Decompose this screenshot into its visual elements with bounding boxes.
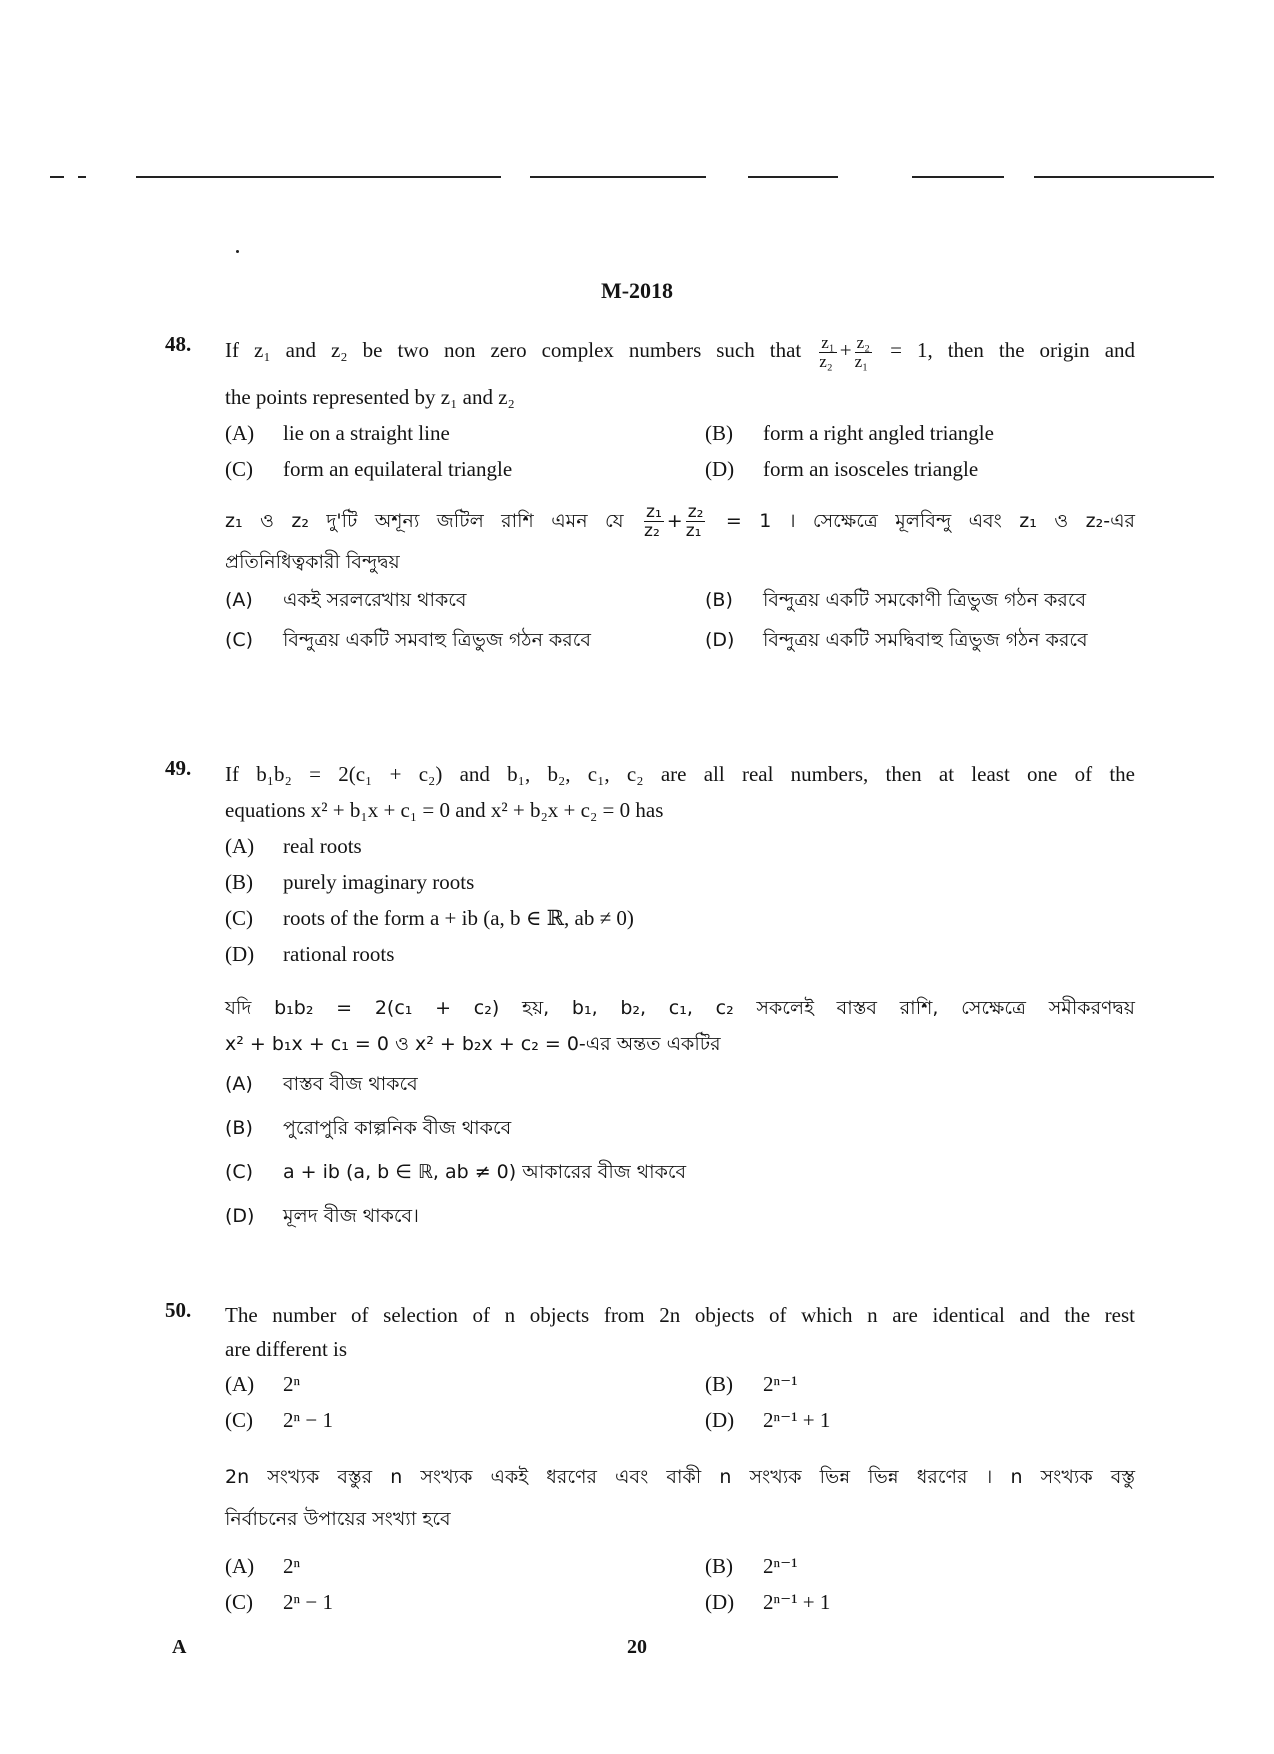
option-text: lie on a straight line [283, 420, 450, 445]
option-c [225, 1150, 1185, 1194]
option-label: (D) [705, 1590, 735, 1614]
top-rule [136, 176, 501, 178]
question-text-en-line2: the points represented by z₁ and z₂ [225, 384, 515, 409]
question-number: 50. [165, 1298, 192, 1322]
option-b [705, 580, 1185, 620]
fraction-z2-over-z1 [855, 334, 872, 371]
options-bn [225, 580, 1135, 660]
option-c [225, 900, 1185, 936]
fraction-z1-over-z2 [819, 334, 836, 371]
option-text: একই সরলরেখায় থাকবে [283, 588, 467, 611]
option-text: roots of the form a + ib (a, b ∈ ℝ, ab ≠ 0) [283, 906, 634, 930]
frac-num: z₂ [856, 332, 871, 352]
top-rule [1034, 176, 1214, 178]
frac-den: z₁ [854, 351, 869, 371]
question-text-bn: 2n সংখ্যক বস্তুর n সংখ্যক একই ধরণের এবং বাকী n সংখ্যক ভিন্ন ভিন্ন ধরণের । n সংখ্যক বস্তু [225, 1466, 1135, 1488]
top-rule [78, 176, 86, 178]
option-text: form an equilateral triangle [283, 456, 513, 481]
question-text-part: z₁ ও z₂ দু'টি অশূন্য জটিল রাশি এমন যে [225, 509, 624, 532]
option-text: 2ⁿ⁻¹ [763, 1372, 798, 1396]
option-label: (C) [225, 628, 254, 651]
option-text: বিন্দুত্রয় একটি সমবাহু ত্রিভুজ গঠন করবে [283, 628, 591, 651]
question-text-en-line2: are different is [225, 1337, 348, 1361]
frac-den: z₂ [819, 351, 833, 371]
option-c [225, 1402, 705, 1438]
option-b [705, 1548, 1185, 1584]
option-text: 2ⁿ [283, 1554, 301, 1578]
plus-sign: + [666, 509, 683, 532]
option-label: (A) [225, 834, 255, 858]
question-text-bn-line2: x² + b₁x + c₁ = 0 ও x² + b₂x + c₂ = 0-এর অন্তত একটির [225, 1033, 721, 1055]
option-text: 2ⁿ − 1 [283, 1408, 333, 1432]
fraction-z1-over-z2 [644, 503, 664, 540]
question-text-bn-line2: নির্বাচনের উপায়ের সংখ্যা হবে [225, 1508, 451, 1530]
options-en [225, 415, 1135, 487]
options-en [225, 828, 1135, 972]
option-d [705, 1402, 1185, 1438]
question-text-part: = 1 । সেক্ষেত্রে মূলবিন্দু এবং z₁ ও z₂-এর [725, 509, 1135, 532]
option-label: (A) [225, 1372, 255, 1396]
question-text-part: = 1, then the origin and [890, 338, 1136, 362]
page-header-code: M-2018 [600, 278, 674, 303]
option-text: real roots [283, 834, 362, 858]
top-rule [748, 176, 838, 178]
frac-num: z₁ [646, 501, 662, 522]
option-label: (D) [705, 1408, 735, 1432]
question-48 [165, 332, 1135, 660]
plus-sign: + [839, 338, 852, 362]
frac-num: z₁ [821, 332, 835, 352]
question-text-bn-line2: প্রতিনিধিত্বকারী বিন্দুদ্বয় [225, 550, 400, 573]
page-number: 20 [627, 1636, 647, 1658]
option-label: (D) [225, 942, 255, 966]
option-label: (D) [705, 456, 735, 481]
option-label: (C) [225, 1590, 253, 1614]
option-label: (A) [225, 1554, 255, 1578]
fraction-z2-over-z1 [686, 503, 706, 540]
top-rule [50, 176, 64, 178]
option-label: (B) [705, 420, 733, 445]
option-text: 2ⁿ⁻¹ + 1 [763, 1590, 831, 1614]
option-c [225, 620, 705, 660]
option-d [705, 620, 1185, 660]
option-label: (C) [225, 1408, 253, 1432]
option-label: (A) [225, 420, 255, 445]
option-text: বিন্দুত্রয় একটি সমকোণী ত্রিভুজ গঠন করবে [763, 588, 1087, 611]
question-text-en: The number of selection of n objects from 2n objects of which n are identical and the rest [225, 1303, 1135, 1327]
option-text: বিন্দুত্রয় একটি সমদ্বিবাহু ত্রিভুজ গঠন করবে [763, 628, 1088, 651]
option-text: form a right angled triangle [763, 420, 994, 445]
option-label: (A) [225, 588, 253, 611]
option-label: (C) [225, 906, 253, 930]
question-50 [165, 1298, 1135, 1620]
option-d [225, 936, 1185, 972]
option-b [705, 415, 1185, 451]
option-label: (B) [705, 1372, 733, 1396]
option-text: purely imaginary roots [283, 870, 475, 894]
options-en [225, 1366, 1135, 1438]
option-text: 2ⁿ − 1 [283, 1590, 333, 1614]
question-number: 48. [165, 332, 192, 356]
option-text: 2ⁿ⁻¹ [763, 1554, 798, 1578]
option-text: মূলদ বীজ থাকবে। [283, 1205, 419, 1227]
option-a [225, 1366, 705, 1402]
option-a [225, 1548, 705, 1584]
options-bn [225, 1548, 1135, 1620]
option-text: a + ib (a, b ∈ ℝ, ab ≠ 0) আকারের বীজ থাকবে [283, 1161, 687, 1183]
question-text-bn [225, 503, 1135, 540]
option-label: (C) [225, 456, 253, 481]
question-text-en: If b₁b₂ = 2(c₁ + c₂) and b₁, b₂, c₁, c₂ are all real numbers, then at least one of the [225, 762, 1135, 786]
option-d [225, 1194, 1185, 1238]
top-rule [530, 176, 706, 178]
option-text: বাস্তব বীজ থাকবে [283, 1073, 418, 1095]
question-text-part: If z₁ and z₂ be two non zero complex numbers such that [225, 338, 802, 362]
option-c [225, 1584, 705, 1620]
set-code: A [172, 1636, 187, 1658]
option-a [225, 415, 705, 451]
option-label: (B) [705, 588, 733, 611]
option-d [705, 1584, 1185, 1620]
option-label: (D) [705, 628, 735, 651]
option-label: (C) [225, 1161, 254, 1183]
option-label: (D) [225, 1205, 255, 1227]
option-label: (B) [705, 1554, 733, 1578]
option-c [225, 451, 705, 487]
question-49 [165, 756, 1135, 1238]
option-label: (B) [225, 1117, 253, 1139]
option-text: পুরোপুরি কাল্পনিক বীজ থাকবে [283, 1117, 512, 1139]
frac-den: z₁ [685, 520, 702, 541]
option-a [225, 580, 705, 620]
option-a [225, 828, 1185, 864]
option-text: form an isosceles triangle [763, 456, 979, 481]
option-text: 2ⁿ [283, 1372, 301, 1396]
option-a [225, 1062, 1185, 1106]
option-d [705, 451, 1185, 487]
question-text-en [225, 332, 1135, 371]
top-rule [912, 176, 1004, 178]
option-label: (A) [225, 1073, 253, 1095]
question-text-en-line2: equations x² + b₁x + c₁ = 0 and x² + b₂x + c₂ = 0 has [225, 798, 664, 822]
frac-num: z₂ [687, 501, 704, 522]
option-b [225, 864, 1185, 900]
frac-den: z₂ [644, 520, 660, 541]
question-number: 49. [165, 756, 192, 780]
option-b [225, 1106, 1185, 1150]
question-text-bn: যদি b₁b₂ = 2(c₁ + c₂) হয়, b₁, b₂, c₁, c₂ সকলেই বাস্তব রাশি, সেক্ষেত্রে সমীকরণদ্বয় [225, 997, 1136, 1019]
option-text: rational roots [283, 942, 395, 966]
options-bn [225, 1062, 1135, 1238]
option-label: (B) [225, 870, 253, 894]
scan-dot [236, 250, 239, 253]
option-b [705, 1366, 1185, 1402]
option-text: 2ⁿ⁻¹ + 1 [763, 1408, 831, 1432]
